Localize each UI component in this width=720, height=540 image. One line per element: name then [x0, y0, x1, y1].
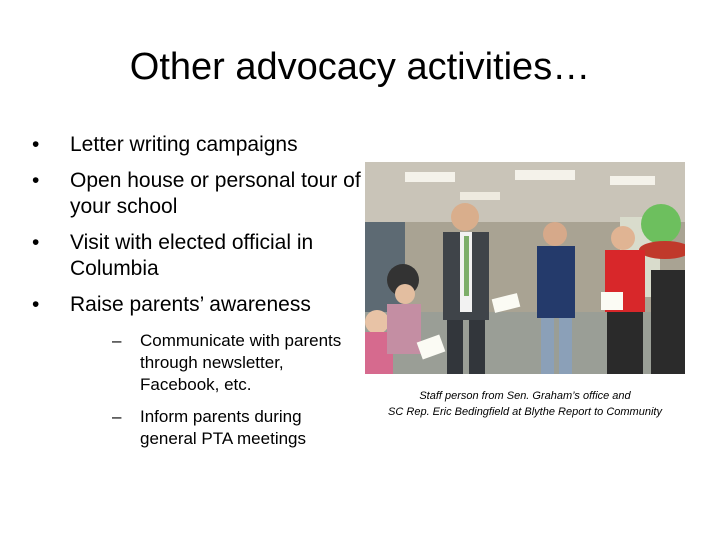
- caption-line: Staff person from Sen. Graham’s office and: [419, 390, 631, 402]
- bullet-marker: •: [32, 231, 40, 254]
- bullet-text: Letter writing campaigns: [70, 133, 298, 156]
- sub-bullet-text: Communicate with parents through newsletter, Facebook, etc.: [140, 331, 342, 394]
- photo-people-icon: [365, 162, 685, 374]
- caption-line: SC Rep. Eric Bedingfield at Blythe Report to Community: [388, 406, 662, 418]
- bullet-item: [32, 292, 362, 450]
- sub-bullet-marker: –: [112, 407, 122, 426]
- slide-title: Other advocacy activities…: [129, 46, 591, 88]
- bullet-item: [32, 168, 362, 220]
- bullet-text: Open house or personal tour of your school: [70, 169, 361, 218]
- bullet-marker: •: [32, 133, 40, 156]
- sub-bullet-marker: –: [112, 331, 122, 350]
- bullet-item: [32, 132, 362, 158]
- bullet-list: [32, 132, 362, 460]
- sub-bullet-item: [70, 330, 362, 396]
- sub-bullet-item: [70, 406, 362, 450]
- sub-bullet-text: Inform parents during general PTA meetings: [140, 407, 306, 448]
- photo: [365, 162, 685, 374]
- bullet-item: [32, 230, 362, 282]
- bullet-marker: •: [32, 293, 40, 316]
- bullet-marker: •: [32, 169, 40, 192]
- bullet-text: Raise parents’ awareness: [70, 293, 311, 316]
- photo-caption: [352, 388, 698, 420]
- bullet-text: Visit with elected official in Columbia: [70, 231, 314, 280]
